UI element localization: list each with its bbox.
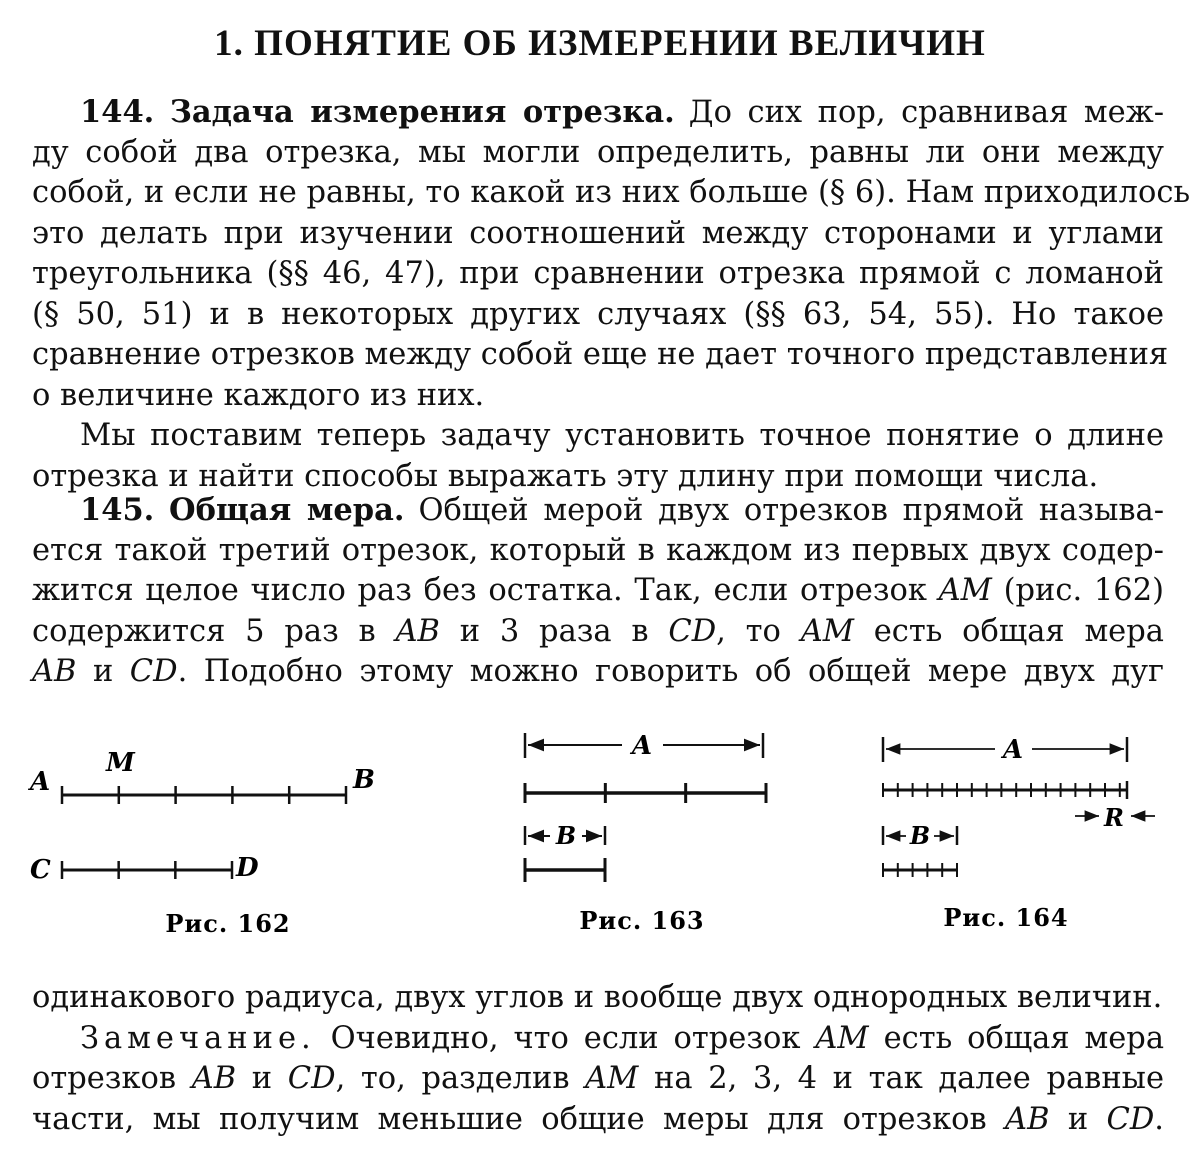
text: и (1067, 1101, 1089, 1137)
section-number: 144. (80, 94, 155, 130)
label-d: D (236, 853, 259, 883)
label-b: B (555, 821, 577, 850)
text-line: о величине каждого из них. (32, 377, 485, 413)
var: AM (585, 1061, 639, 1096)
text-line (32, 652, 1164, 693)
text: и (251, 1061, 273, 1096)
text-line: это делать при изучении соотношений между сторонами и углами (32, 215, 1164, 251)
text-line: собой, и если не равны, то какой из них больше (§ 6). Нам приходилось (32, 175, 1191, 210)
var: AB (32, 654, 77, 689)
label-c: C (30, 855, 51, 885)
text: на 2, 3, 4 и так далее равные (654, 1061, 1164, 1096)
caption-163: Рис. 163 (579, 906, 705, 935)
label-b: B (353, 765, 375, 795)
text-line (32, 92, 1164, 133)
var: AM (815, 1020, 869, 1056)
label-a: A (30, 767, 51, 797)
label-r: R (1104, 803, 1124, 832)
text: , то (716, 613, 781, 649)
text-line (32, 1100, 1164, 1141)
section-145 (32, 490, 1164, 693)
label-m: M (106, 748, 135, 778)
text: отрезков (32, 1061, 177, 1096)
figure-163 (525, 731, 766, 935)
text-line (32, 490, 1164, 531)
text-line: сравнение отрезков между собой еще не дает точного представления (32, 337, 1169, 372)
text: есть общая мера (873, 613, 1164, 649)
var: CD (129, 654, 178, 689)
text: и (92, 654, 114, 689)
text: и 3 раза в (459, 613, 649, 649)
text: , то, разделив (335, 1061, 570, 1096)
var: AB (395, 613, 440, 649)
figure-162 (27, 748, 375, 938)
text-line: одинакового радиуса, двух углов и вообще двух однородных величин. (32, 980, 1163, 1015)
text-line: ду собой два отрезка, мы могли определить, равны ли они между (32, 134, 1164, 170)
section-number: 145. (80, 492, 155, 528)
text: содержится 5 раз в (32, 613, 376, 649)
var: AM (938, 573, 992, 608)
text: есть общая мера (883, 1020, 1165, 1056)
section-145-continued (32, 978, 1164, 1140)
text: жится целое число раз без остатка. Так, если отрезок (32, 573, 927, 608)
text-line (32, 571, 1164, 612)
section-144 (32, 92, 1191, 497)
var: AB (191, 1061, 237, 1096)
label-a: A (631, 731, 653, 761)
text-line: треугольника (§§ 46, 47), при сравнении отрезка прямой с ломаной (32, 256, 1164, 291)
text-line (32, 1059, 1164, 1100)
label-b: B (909, 821, 931, 850)
text-line: Мы поставим теперь задачу установить точное понятие о длине (80, 418, 1164, 453)
caption-164: Рис. 164 (943, 903, 1069, 932)
text: . Подобно этому можно говорить об общей мере двух дуг (177, 654, 1164, 689)
figure-164 (883, 735, 1155, 932)
text: До сих пор, сравнивая меж- (688, 95, 1165, 130)
label-a: A (1002, 735, 1024, 765)
text-line (32, 1019, 1164, 1060)
var: CD (287, 1061, 336, 1096)
var: AM (800, 613, 854, 649)
text: (рис. 162) (1003, 573, 1164, 608)
var: CD (1106, 1101, 1155, 1137)
text-line: (§ 50, 51) и в некоторых других случаях (§§ 63, 54, 55). Но такое (32, 296, 1164, 332)
remark-label: Замечание. (80, 1020, 316, 1056)
text: . (1154, 1101, 1164, 1137)
figures (0, 700, 1200, 950)
text: части, мы получим меньшие общие меры для отрезков (32, 1101, 987, 1137)
text: Очевидно, что если отрезок (330, 1020, 801, 1056)
text-line (32, 612, 1164, 653)
section-heading: Общая мера. (169, 492, 405, 528)
text-line: отрезка и найти способы выражать эту длину при помощи числа. (32, 458, 1099, 494)
chapter-title: 1. ПОНЯТИЕ ОБ ИЗМЕРЕНИИ ВЕЛИЧИН (214, 23, 986, 64)
section-heading: Задача измерения отрезка. (169, 94, 675, 130)
var: AB (1005, 1101, 1050, 1137)
var: CD (668, 613, 717, 649)
text-line: ется такой третий отрезок, который в каждом из первых двух содер- (32, 532, 1164, 568)
text: Общей мерой двух отрезков прямой называ- (418, 493, 1164, 528)
caption-162: Рис. 162 (165, 909, 291, 938)
